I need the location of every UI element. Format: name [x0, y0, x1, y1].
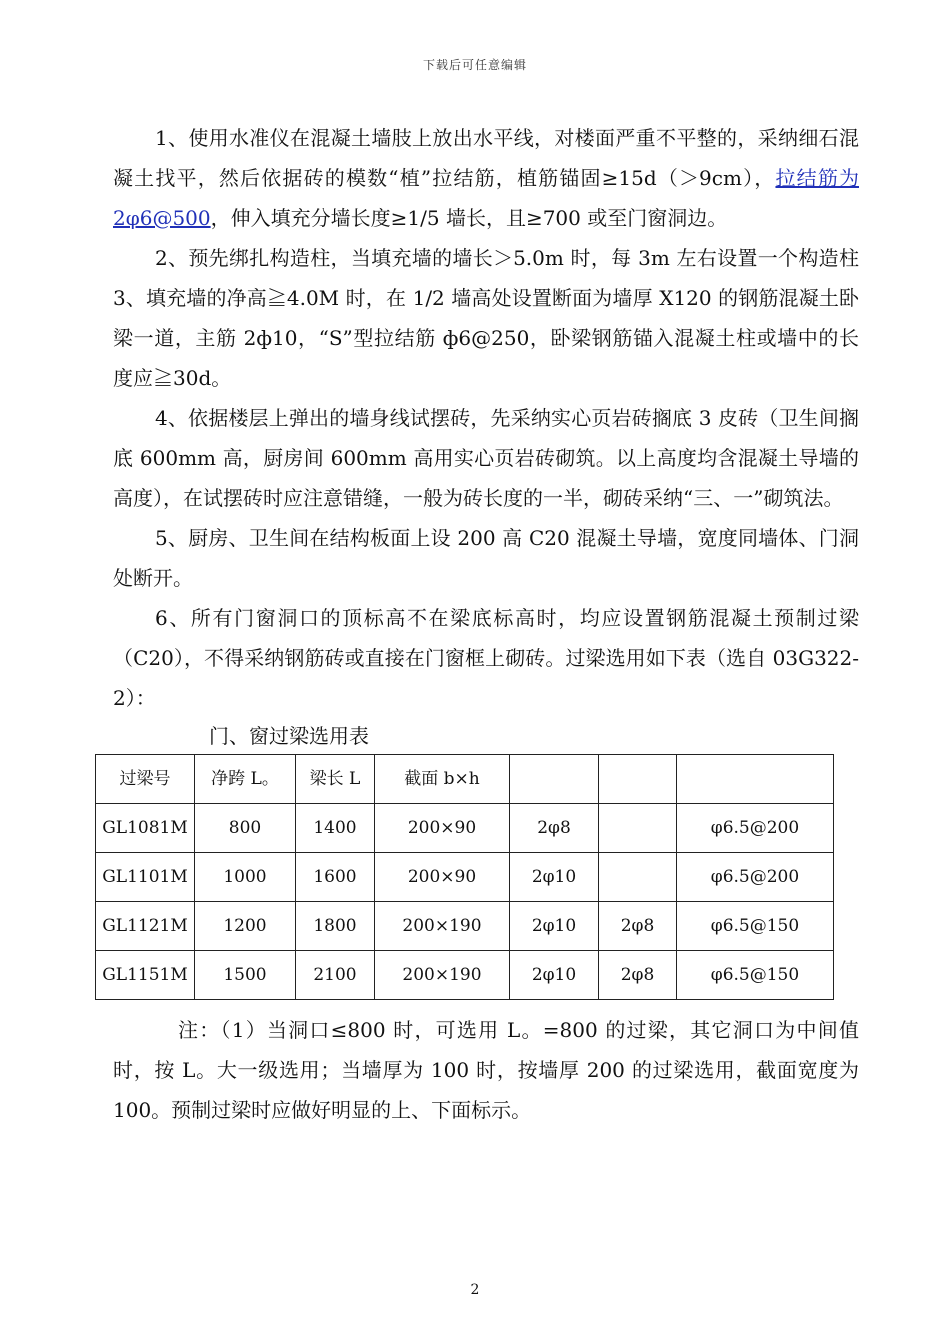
page-number: 2 — [470, 1282, 480, 1298]
paragraph-1 — [113, 118, 859, 238]
paragraph-4: 4、依据楼层上弹出的墙身线试摆砖，先采纳实心页岩砖搁底 3 皮砖（卫生间搁底 600mm 高，厨房间 600mm 高用实心页岩砖砌筑。以上高度均含混凝土导墙的高度），在试摆砖时应注意错缝，一般为砖长度的一半，砌砖采纳“三、一”砌筑法。 — [113, 406, 859, 510]
table-cell: 1600 — [296, 853, 375, 902]
header-cell: 梁长 L — [296, 755, 375, 804]
table-cell: φ6.5@200 — [677, 804, 834, 853]
table-note: 注：（1）当洞口≤800 时，可选用 L。=800 的过梁，其它洞口为中间值时，按 L。大一级选用；当墙厚为 100 时，按墙厚 200 的过梁选用，截面宽度为 100。预制过梁时应做好明显的上、下面标示。 — [113, 1018, 859, 1122]
table-row — [96, 804, 834, 853]
header-cell — [677, 755, 834, 804]
table-cell: 1500 — [195, 951, 296, 1000]
table-row — [96, 853, 834, 902]
table-cell: φ6.5@200 — [677, 853, 834, 902]
header-cell — [599, 755, 677, 804]
header-cell: 截面 b×h — [375, 755, 510, 804]
table-cell: 2φ8 — [599, 902, 677, 951]
rebar-spec-link[interactable]: 拉结筋为 2φ6@500 — [113, 166, 859, 230]
table-cell: GL1121M — [96, 902, 195, 951]
table-cell: GL1101M — [96, 853, 195, 902]
table-cell: 2φ10 — [510, 853, 599, 902]
header-cell: 过梁号 — [96, 755, 195, 804]
table-cell: 1400 — [296, 804, 375, 853]
table-cell — [599, 853, 677, 902]
header-cell — [510, 755, 599, 804]
table-cell: 2φ10 — [510, 951, 599, 1000]
paragraph-2: 2、预先绑扎构造柱，当填充墙的墙长＞5.0m 时，每 3m 左右设置一个构造柱 3、填充墙的净高≧4.0M 时，在 1/2 墙高处设置断面为墙厚 X120 的钢筋混凝土卧梁一道，主筋 2ф10，“S”型拉结筋 ф6@250，卧梁钢筋锚入混凝土柱或墙中的长度应≧30d。 — [113, 246, 859, 390]
lintel-selection-table — [95, 754, 834, 1000]
table-cell: φ6.5@150 — [677, 951, 834, 1000]
table-cell: 2φ10 — [510, 902, 599, 951]
table-cell: 2φ8 — [599, 951, 677, 1000]
table-cell: 1800 — [296, 902, 375, 951]
table-cell: GL1081M — [96, 804, 195, 853]
table-cell: 200×90 — [375, 853, 510, 902]
table-cell: 1000 — [195, 853, 296, 902]
table-row — [96, 902, 834, 951]
table-cell: 1200 — [195, 902, 296, 951]
paragraph-6: 6、所有门窗洞口的顶标高不在梁底标高时，均应设置钢筋混凝土预制过梁（C20），不得采纳钢筋砖或直接在门窗框上砌砖。过梁选用如下表（选自 03G322-2）： — [113, 606, 859, 710]
table-cell: φ6.5@150 — [677, 902, 834, 951]
header-cell: 净跨 L。 — [195, 755, 296, 804]
table-cell: 200×90 — [375, 804, 510, 853]
table-title: 门、窗过梁选用表 — [209, 724, 369, 748]
table-cell: 800 — [195, 804, 296, 853]
table-cell: 2φ8 — [510, 804, 599, 853]
paragraph-5: 5、厨房、卫生间在结构板面上设 200 高 C20 混凝土导墙，宽度同墙体、门洞处断开。 — [113, 526, 859, 590]
table-cell: 200×190 — [375, 951, 510, 1000]
table-row — [96, 951, 834, 1000]
table-cell: 2100 — [296, 951, 375, 1000]
table-cell: 200×190 — [375, 902, 510, 951]
table-cell: GL1151M — [96, 951, 195, 1000]
paragraph-1-text-start: 1、使用水准仪在混凝土墙肢上放出水平线，对楼面严重不平整的，采纳细石混凝土找平，然后依据砖的模数“植”拉结筋，植筋锚固≥15d（＞9cm）， — [113, 126, 859, 190]
paragraph-1-text-end: ，伸入填充分墙长度≥1/5 墙长，且≥700 或至门窗洞边。 — [210, 206, 728, 230]
table-cell — [599, 804, 677, 853]
document-body — [102, 118, 859, 1130]
page-header: 下载后可任意编辑 — [422, 58, 527, 72]
table-header-row — [96, 755, 834, 804]
